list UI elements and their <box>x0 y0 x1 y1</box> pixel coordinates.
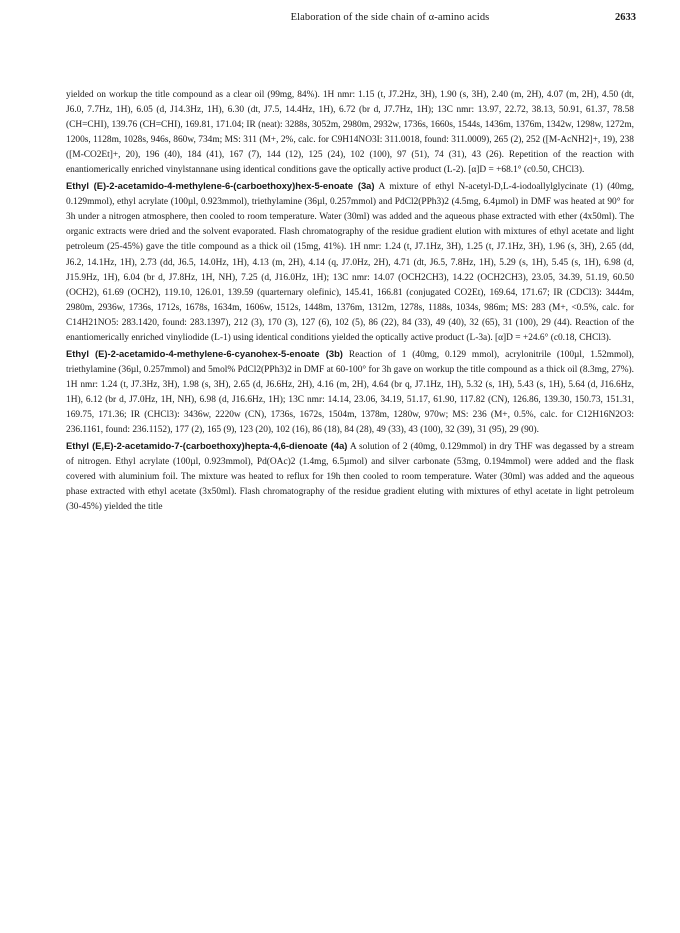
paragraph <box>66 346 634 438</box>
paragraph-text: yielded on workup the title compound as a clear oil (99mg, 84%). 1H nmr: 1.15 (t, J7.2Hz, 3H), 1.90 (s, 3H), 2.40 (m, 2H), 4.07 (m, 2H), 4.50 (dt, J6.0, 7.7Hz, 1H), 6.05 (d, J14.3Hz, 1H), 6.30 (dt, J7.5, 14.4Hz, 1H), 6.72 (br d, J7.7Hz, 1H); 13C nmr: 13.97, 22.72, 38.13, 50.91, 61.37, 78.58 (CH=CHI), 139.76 (CH=CHI), 169.81, 171.04; IR (neat): 3288s, 3052m, 2980m, 2932w, 1736s, 1660s, 1544s, 1436m, 1376m, 1342w, 1298w, 1272m, 1200s, 1128m, 1028s, 946s, 860w, 734m; MS: 311 (M+, 2%, calc. for C9H14NO3I: 311.0018, found: 311.0009), 265 (2), 252 ([M-AcNH2]+, 19), 238 ([M-CO2Et]+, 20), 196 (40), 184 (41), 167 (7), 144 (12), 125 (24), 102 (100), 97 (51), 74 (31), 43 (26). Repetition of the reaction with enantiomerically enriched vinylstannane using identical conditions gave the optically active product (L-2). [α]D = +68.1° (c0.50, CHCl3). <box>66 90 634 176</box>
body-text <box>66 88 634 515</box>
paragraph-text: A solution of 2 (40mg, 0.129mmol) in dry THF was degassed by a stream of nitrogen. Ethyl acrylate (100µl, 0.923mmol), Pd(OAc)2 (1.4mg, 6.5µmol) and silver carbonate (53mg, 0.194mmol) were added and the flask covered with aluminium foil. The mixture was heated to reflux for 19h then cooled to room temperature. Water (30ml) was added and the aqueous phase extracted with ethyl acetate (3x50ml). Flash chromatography of the residue gradient eluting with mixtures of ethyl acetate in light petroleum (30-45%) yielded the title <box>66 442 634 513</box>
compound-heading: Ethyl (E)-2-acetamido-4-methylene-6-cyanohex-5-enoate (3b) <box>66 347 343 359</box>
compound-heading: Ethyl (E,E)-2-acetamido-7-(carboethoxy)hepta-4,6-dienoate (4a) <box>66 440 348 452</box>
paragraph <box>66 178 634 346</box>
compound-heading: Ethyl (E)-2-acetamido-4-methylene-6-(carboethoxy)hex-5-enoate (3a) <box>66 180 375 192</box>
paragraph <box>66 438 634 515</box>
paragraph-text: Reaction of 1 (40mg, 0.129 mmol), acrylonitrile (100µl, 1.52mmol), triethylamine (36µl, 0.257mmol) and 5mol% PdCl2(PPh3)2 in DMF at 60-100° for 3h gave on workup the title compound as a thick oil (8.3mg, 27%). 1H nmr: 1.24 (t, J7.3Hz, 3H), 1.98 (s, 3H), 2.65 (d, J6.6Hz, 2H), 4.16 (m, 2H), 4.64 (br q, J7.1Hz, 1H), 5.32 (s, 1H), 5.43 (s, 1H), 5.64 (d, J16.6Hz, 1H), 6.12 (br d, J7.0Hz, 1H, NH), 6.98 (d, J16.6Hz, 1H); 13C nmr: 14.14, 23.06, 34.19, 51.17, 61.90, 117.82 (CN), 126.86, 139.30, 150.73, 151.31, 169.75, 171.36; IR (CHCl3): 3436w, 2220w (CN), 1736s, 1672s, 1504m, 1378m, 1280w, 970w; MS: 236 (M+, 0.5%, calc. for C12H16N2O3: 236.1161, found: 236.1152), 177 (2), 165 (9), 123 (20), 102 (16), 86 (18), 84 (28), 49 (33), 43 (100), 32 (39), 31 (95), 29 (90). <box>66 349 635 436</box>
page-number: 2633 <box>615 12 636 23</box>
paragraph-text: A mixture of ethyl N-acetyl-D,L-4-iodoallylglycinate (1) (40mg, 0.129mmol), ethyl acrylate (100µl, 0.923mmol), triethylamine (36µl, 0.257mmol) and PdCl2(PPh3)2 (4.5mg, 6.4µmol) in DMF was heated at 90° for 3h under a nitrogen atmosphere, then cooled to room temperature. Water (30ml) was added and the aqueous phase extracted with ether (4x50ml). The organic extracts were dried and the solvent evaporated. Flash chromatography of the residue gradient elution with mixtures of ethyl acetate and light petroleum (25-45%) gave the title compound as a thick oil (15mg, 41%). 1H nmr: 1.24 (t, J7.1Hz, 3H), 1.25 (t, J7.1Hz, 3H), 1.96 (s, 3H), 2.65 (dd, J6.2, 14.1Hz, 1H), 2.73 (dd, J6.5, 14.0Hz, 1H), 4.13 (m, 2H), 4.14 (q, J7.0Hz, 2H), 4.71 (dt, J6.5, 7.8Hz, 1H), 5.29 (s, 1H), 5.45 (s, 1H), 6.98 (d, J15.9Hz, 1H), 6.04 (br d, J7.8Hz, 1H, NH), 7.25 (d, J16.0Hz, 1H); 13C nmr: 14.07 (OCH2CH3), 14.22 (OCH2CH3), 23.05, 34.39, 51.19, 60.50 (OCH2), 61.69 (OCH2), 119.10, 126.01, 139.59 (quarternary olefinic), 145.41, 166.81 (conjugated CO2Et), 169.64, 171.67; IR (CDCl3): 3444m, 2980m, 2936w, 1736s, 1712s, 1678s, 1634m, 1606w, 1512s, 1448m, 1376m, 1312m, 1278s, 1188s, 1034s, 986m; MS: 283 (M+, <0.5%, calc. for C14H21NO5: 283.1420, found: 283.1397), 212 (3), 170 (3), 127 (6), 102 (5), 86 (22), 84 (33), 49 (40), 32 (65), 31 (100), 29 (44). Reaction of the enantiomerically enriched vinyliodide (L-1) using identical conditions yielded the optically active product (L-3a). [α]D = +24.6° (c0.18, CHCl3). <box>66 182 635 343</box>
paragraph <box>66 88 634 178</box>
running-head: Elaboration of the side chain of α-amino acids <box>290 12 490 23</box>
